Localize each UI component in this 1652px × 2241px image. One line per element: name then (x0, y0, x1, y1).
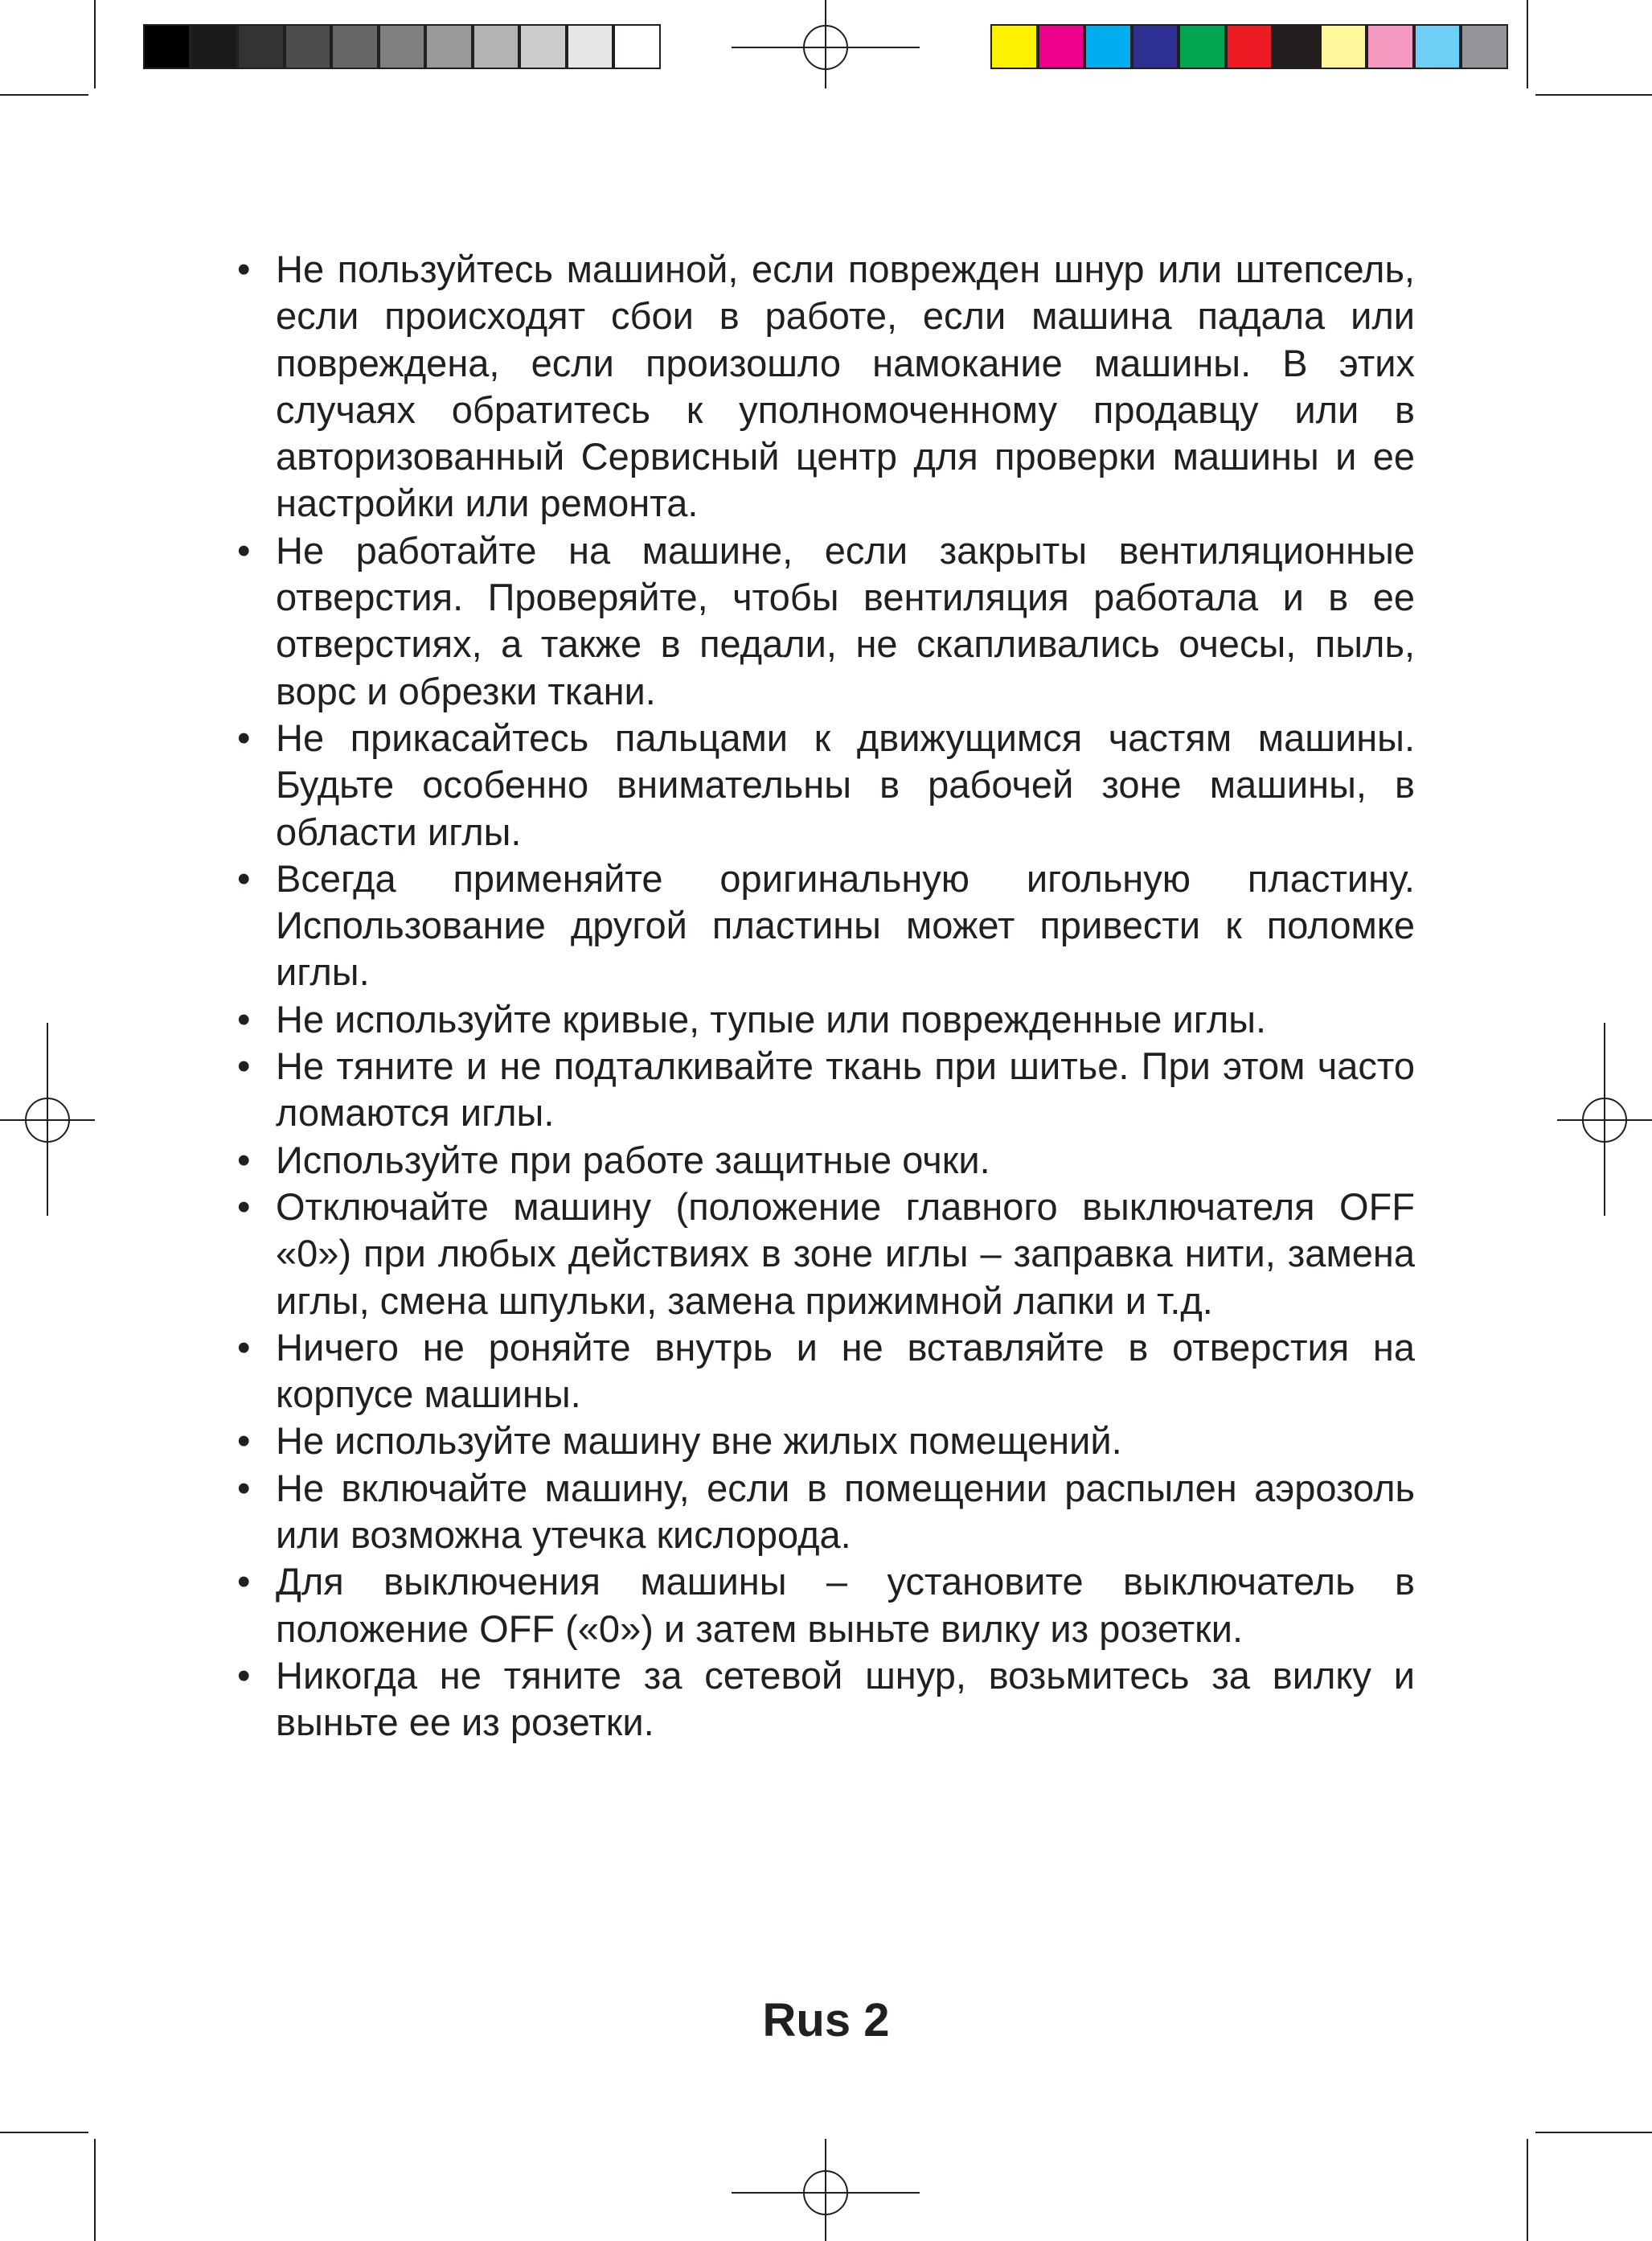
crop-mark-top-left (0, 0, 95, 95)
list-item: • Не включайте машину, если в помещении распылен аэрозоль или возможна утечка кислорода. (237, 1465, 1415, 1559)
list-item: • Всегда применяйте оригинальную игольную пластину. Использование другой пластины может привести к поломке иглы. (237, 856, 1415, 996)
registration-target-right (1557, 1023, 1652, 1216)
list-item: • Не пользуйтесь машиной, если поврежден шнур или штепсель, если происходят сбои в работе, если машина падала или повреждена, если произошло намокание машины. В этих случаях обратитесь к уполномоченному продавцу или в авторизованный Сервисный центр для проверки машины и ее настройки или ремонта. (237, 246, 1415, 527)
list-item: • Не прикасайтесь пальцами к движущимся частям машины. Будьте особенно внимательны в рабочей зоне машины, в области иглы. (237, 715, 1415, 856)
crop-mark-bottom-left (0, 2132, 95, 2241)
list-item: • Не используйте машину вне жилых помещений. (237, 1418, 1415, 1464)
crop-mark-bottom-right (1527, 2132, 1652, 2241)
list-item: • Никогда не тяните за сетевой шнур, возьмитесь за вилку и выньте ее из розетки. (237, 1652, 1415, 1746)
page-number: Rus 2 (762, 1994, 890, 2046)
registration-target-left (0, 1023, 95, 1216)
list-item: • Используйте при работе защитные очки. (237, 1137, 1415, 1184)
list-item: • Ничего не роняйте внутрь и не вставляйте в отверстия на корпусе машины. (237, 1324, 1415, 1418)
list-item: • Не используйте кривые, тупые или поврежденные иглы. (237, 996, 1415, 1043)
registration-target-bottom (732, 2139, 920, 2241)
safety-instructions (237, 246, 1415, 1746)
list-item: • Не работайте на машине, если закрыты вентиляционные отверстия. Проверяйте, чтобы вентиляция работала и в ее отверстиях, а также в педали, не скапливались очесы, пыль, ворс и обрезки ткани. (237, 527, 1415, 715)
list-item: • Не тяните и не подталкивайте ткань при шитье. При этом часто ломаются иглы. (237, 1043, 1415, 1137)
registration-target-top (732, 0, 920, 88)
safety-bullet-list (237, 246, 1415, 1746)
list-item: • Для выключения машины – установите выключатель в положение OFF («0») и затем выньте вилку из розетки. (237, 1558, 1415, 1652)
crop-mark-top-right (1527, 0, 1652, 95)
list-item: • Отключайте машину (положение главного выключателя OFF «0») при любых действиях в зоне иглы – заправка нити, замена иглы, смена шпульки, замена прижимной лапки и т.д. (237, 1184, 1415, 1324)
